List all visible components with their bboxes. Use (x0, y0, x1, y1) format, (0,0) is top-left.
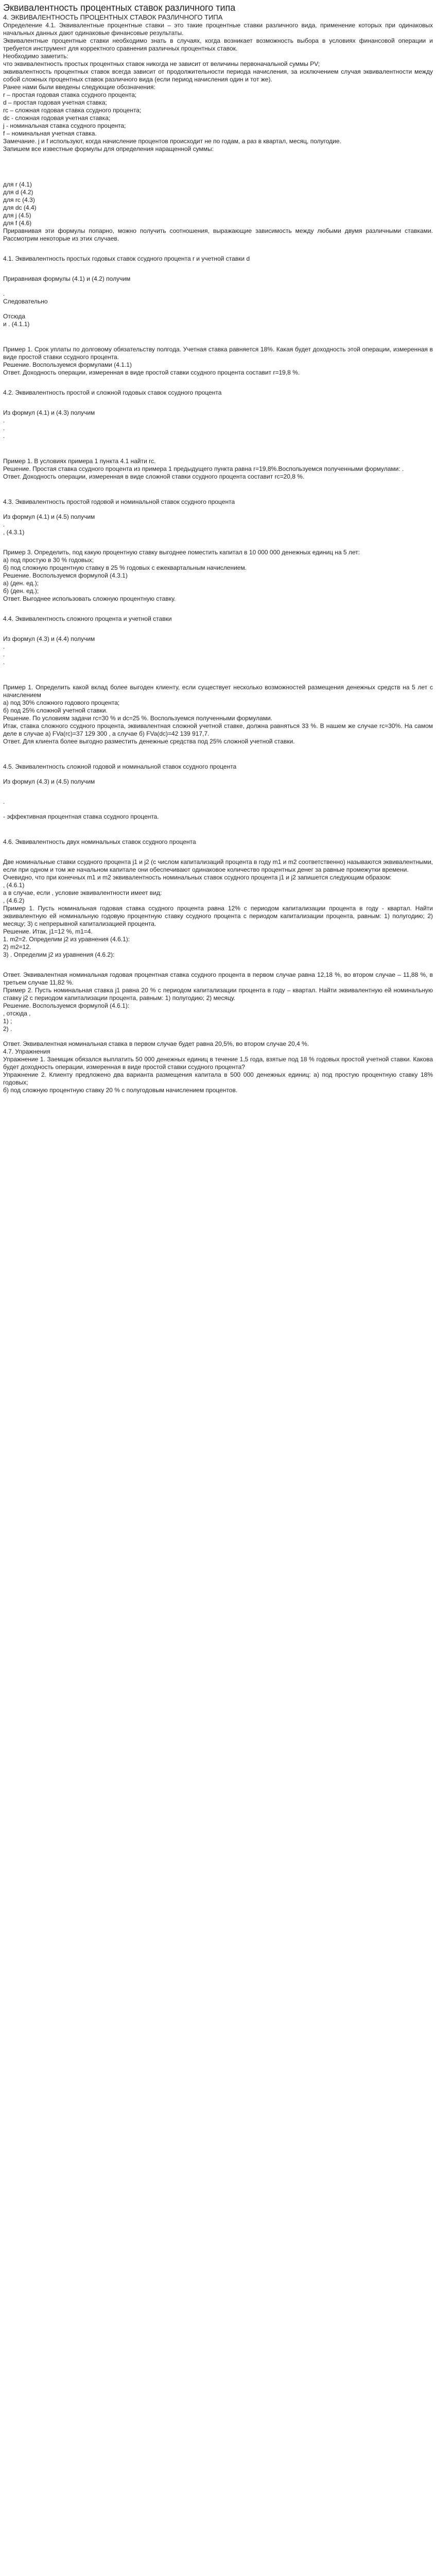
paragraph: 4.2. Эквивалентность простой и сложной годовых ставок ссудного процента (3, 389, 222, 396)
paragraph: Пример 1. Срок уплаты по долговому обязательству полгода. Учетная ставка равняется 18%. Какая будет доходность этой операции, измеренная в виде простой ставки ссудного процента. (3, 346, 433, 361)
paragraph: rc – сложная годовая ставка ссудного процента; (3, 107, 142, 114)
paragraph: Отсюда (3, 313, 26, 320)
spacer (3, 153, 433, 181)
paragraph: d – простая годовая учетная ставка; (3, 99, 107, 106)
paragraph: 4.5. Эквивалентность сложной годовой и номинальной ставок ссудного процента (3, 763, 237, 770)
paragraph: f – номинальная учетная ставка. (3, 130, 97, 137)
paragraph: Решение. Воспользуемся формулой (4.3.1) (3, 572, 128, 579)
spacer (3, 666, 433, 684)
paragraph: . (3, 651, 5, 658)
spacer (3, 821, 433, 838)
spacer (3, 536, 433, 549)
document (0, 0, 436, 1094)
paragraph: r – простая годовая ставка ссудного процента; (3, 91, 137, 98)
paragraph: 2) m2=12. (3, 943, 31, 951)
paragraph: Ранее нами были введены следующие обозначения: (3, 83, 155, 91)
paragraph: Пример 1. В условиях примера 1 пункта 4.1 найти rc. (3, 457, 156, 465)
spacer (3, 623, 433, 635)
paragraph: , (4.6.2) (3, 897, 25, 904)
spacer (3, 377, 433, 389)
spacer (3, 771, 433, 778)
paragraph: 4.4. Эквивалентность сложного процента и учетной ставки (3, 615, 172, 622)
paragraph: Итак, ставка сложного ссудного процента, эквивалентная сложной учетной ставке, должна равняться 33 %. В нашем же случае rc=30%. На самом деле в случае a) FVa(rc)=37 129 300 , а случае б) FVa(dc)=42 139 917,7. (3, 722, 433, 737)
document-body (3, 13, 433, 1094)
paragraph: Определение 4.1. Эквивалентные процентные ставки – это такие процентные ставки различного вида, применение которых при одинаковых начальных данных дают одинаковые финансовые результаты. (3, 22, 433, 37)
paragraph: Ответ. Доходность операции, измеренная в виде сложной ставки ссудного процента составит rc=20,8 %. (3, 473, 305, 480)
section-heading: 4. ЭКВИВАЛЕНТНОСТЬ ПРОЦЕНТНЫХ СТАВОК РАЗЛИЧНОГО ТИПА (3, 13, 223, 21)
spacer (3, 806, 433, 813)
spacer (3, 959, 433, 971)
paragraph: для r (4.1) (3, 181, 32, 188)
paragraph: Решение. По условиям задачи rc=30 % и dc=25 %. Воспользуемся полученными формулами. (3, 715, 273, 722)
paragraph: Ответ. Для клиента более выгодно разместить денежные средства под 25% сложной учетной ставки. (3, 738, 295, 745)
paragraph: Необходимо заметить: (3, 53, 68, 60)
spacer (3, 745, 433, 763)
paragraph: Пример 1. Определить какой вклад более выгоден клиенту, если существует несколько возможностей размещения денежных средств на 5 лет с начислением (3, 684, 433, 699)
paragraph: эквивалентность процентных ставок всегда зависит от продолжительности периода начисления, за исключением случая эквивалентности между собой сложных процентных ставок различного вида (если период начисления один и тот же). (3, 68, 433, 83)
paragraph: dc - сложная годовая учетная ставка; (3, 114, 111, 122)
paragraph: Приравнивая формулы (4.1) и (4.2) получим (3, 275, 131, 282)
spacer (3, 243, 433, 255)
paragraph: Очевидно, что при конечных m1 и m2 эквивалентность номинальных ставок ссудного процента j1 и j2 запишется следующим образом: (3, 874, 392, 881)
paragraph: Приравнивая эти формулы попарно, можно получить соотношения, выражающие зависимость между любыми двумя различными ставками. Рассмотрим некоторые из этих случаев. (3, 227, 433, 242)
paragraph: б) под сложную процентную ставку в 25 % годовых с ежеквартальным начислением. (3, 564, 247, 571)
paragraph: 2) . (3, 1025, 12, 1032)
paragraph: Из формул (4.1) и (4.5) получим (3, 513, 95, 520)
paragraph: а) (ден. ед.); (3, 580, 39, 587)
paragraph: Решение. Воспользуемся формулой (4.6.1): (3, 1002, 130, 1009)
paragraph: а) под простую в 30 % годовых; (3, 556, 94, 564)
paragraph: б) под сложную процентную ставку 20 % с полугодовым начислением процентов. (3, 1087, 238, 1094)
paragraph: 1) ; (3, 1018, 12, 1025)
spacer (3, 283, 433, 290)
spacer (3, 328, 433, 346)
paragraph: б) (ден. ед.); (3, 587, 39, 595)
paragraph: для dc (4.4) (3, 204, 37, 211)
paragraph: Ответ. Выгоднее использовать сложную процентную ставку. (3, 595, 176, 602)
paragraph: Пример 1. Пусть номинальная годовая ставка ссудного процента равна 12% с периодом капитализации процента в году - квартал. Найти эквивалентную ей номинальную годовую процентную ставку ссудного процента с периодом капитализации процента, равным: 1) полугодию; 2) месяцу; 3) с непрерывной капитализацией процента. (3, 905, 433, 927)
paragraph: , отсюда , (3, 1010, 31, 1017)
paragraph: Запишем все известные формулы для определения наращенной суммы: (3, 145, 214, 152)
paragraph: 1. m2=2. Определим j2 из уравнения (4.6.1): (3, 936, 130, 943)
paragraph: . (3, 425, 5, 432)
paragraph: Ответ. Эквивалентная номинальная ставка в первом случае будет равна 20,5%, во втором случае 20,4 %. (3, 1040, 309, 1047)
paragraph: Из формул (4.3) и (4.5) получим (3, 778, 95, 785)
paragraph: Следовательно (3, 298, 48, 305)
paragraph: j - номинальная ставка ссудного процента; (3, 122, 126, 129)
paragraph: . (3, 521, 5, 528)
paragraph: Пример 2. Пусть номинальная ставка j1 равна 20 % с периодом капитализации процента в году – квартал. Найти эквивалентную ей номинальную ставку j2 с периодом капитализации процента, равным: 1) полугодию; 2) месяцу. (3, 987, 433, 1002)
spacer (3, 397, 433, 409)
spacer (3, 306, 433, 313)
paragraph: Из формул (4.1) и (4.3) получим (3, 409, 95, 416)
paragraph: Ответ. Эквивалентная номинальная годовая процентная ставка ссудного процента в первом случае равна 12,18 %, во втором случае – 11,88 %, в третьем случае 11,82 %. (3, 971, 433, 986)
paragraph: 4.1. Эквивалентность простых годовых ставок ссудного процента r и учетной ставки d (3, 255, 250, 262)
paragraph: Решение. Итак, j1=12 %, m1=4. (3, 928, 93, 935)
paragraph: а в случае, если , условие эквивалентности имеет вид: (3, 889, 162, 896)
paragraph: для j (4.5) (3, 212, 31, 219)
paragraph: Две номинальные ставки ссудного процента j1 и j2 (с числом капитализаций процента в году m1 и m2 соответственно) называются эквивалентными, если при одном и том же начальном капитале они обеспечивают одинаковое количество процентных денег за равные промежутки времени. (3, 858, 433, 873)
spacer (3, 1033, 433, 1040)
spacer (3, 846, 433, 858)
paragraph: . (3, 290, 5, 297)
paragraph: . (3, 432, 5, 439)
paragraph: Упражнение 2. Клиенту предложено два варианта размещения капитала в 500 000 денежных единиц: а) под простую процентную ставку 18% годовых; (3, 1071, 433, 1086)
paragraph: и . (4.1.1) (3, 320, 30, 328)
paragraph: 4.7. Упражнения (3, 1048, 50, 1055)
paragraph: для f (4.6) (3, 219, 32, 227)
paragraph: Эквивалентные процентные ставки необходимо знать в случаях, когда возникает возможность выбора в условиях финансовой операции и требуется инструмент для корректного сравнения различных процентных ставок. (3, 37, 433, 52)
paragraph: что эквивалентность простых процентных ставок никогда не зависит от величины первоначальной суммы PV; (3, 60, 320, 67)
paragraph: Решение. Воспользуемся формулами (4.1.1) (3, 361, 132, 368)
paragraph: 4.3. Эквивалентность простой годовой и номинальной ставок ссудного процента (3, 498, 235, 505)
spacer (3, 481, 433, 498)
page-title: Эквивалентность процентных ставок различного типа (3, 3, 236, 13)
paragraph: , (4.3.1) (3, 529, 25, 536)
paragraph: . (3, 417, 5, 424)
paragraph: 4.6. Эквивалентность двух номинальных ставок ссудного процента (3, 838, 196, 845)
paragraph: . (3, 658, 5, 666)
spacer (3, 440, 433, 457)
paragraph: , (4.6.1) (3, 882, 25, 889)
paragraph: для d (4.2) (3, 189, 33, 196)
paragraph: б) под 25% сложной учетной ставки. (3, 707, 108, 714)
paragraph: Упражнение 1. Заемщик обязался выплатить 50 000 денежных единиц в течение 1,5 года, взятые под 18 % годовых простой учетной ставки. Какова будет доходность операции, измеренная в виде простой ставки ссудного процента? (3, 1056, 433, 1071)
paragraph: Решение. Простая ставка ссудного процента из примера 1 предыдущего пункта равна r=19,8%.Воспользуемся полученными формулами: . (3, 465, 404, 472)
spacer (3, 506, 433, 513)
spacer (3, 786, 433, 798)
paragraph: . (3, 798, 5, 805)
paragraph: 3) . Определим j2 из уравнения (4.6.2): (3, 951, 115, 958)
paragraph: Из формул (4.3) и (4.4) получим (3, 635, 95, 642)
paragraph: для rc (4.3) (3, 196, 35, 204)
paragraph: . (3, 643, 5, 650)
paragraph: Пример 3. Определить, под какую процентную ставку выгоднее поместить капитал в 10 000 000 денежных единиц на 5 лет: (3, 549, 360, 556)
paragraph: - эффективная процентная ставка ссудного процента. (3, 813, 159, 820)
spacer (3, 603, 433, 615)
paragraph: а) под 30% сложного годового процента; (3, 699, 120, 706)
paragraph: Замечание. j и f используют, когда начисление процентов происходит не по годам, а раз в квартал, месяц, полугодие. (3, 138, 341, 145)
paragraph: Ответ. Доходность операции, измеренная в виде простой ставки ссудного процента составит r=19,8 %. (3, 369, 300, 376)
spacer (3, 263, 433, 275)
